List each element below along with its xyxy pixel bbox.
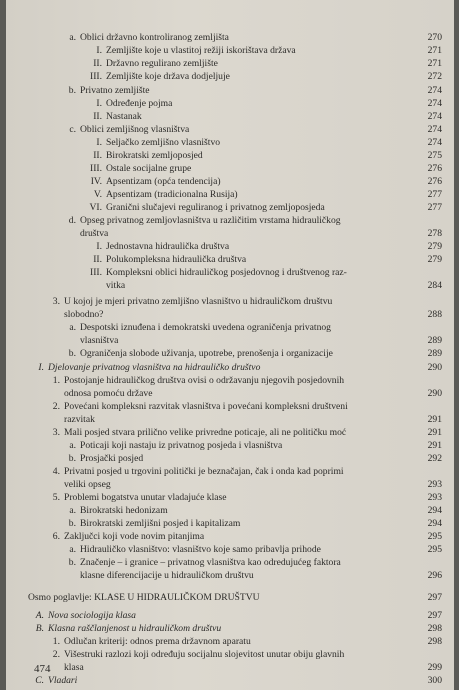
toc-entry-label: a. xyxy=(69,32,76,43)
toc-entry-title: razvitak xyxy=(64,414,95,425)
toc-entry-title: Zaključci koji vode novim pitanjima xyxy=(64,531,205,542)
toc-entry xyxy=(6,387,454,400)
toc-entry-title: Granični slučajevi reguliranog i privatnog zemljoposjeda xyxy=(106,202,325,213)
toc-entry-page: 274 xyxy=(427,111,442,122)
toc-entry-title: Seljačko zemljišno vlasništvo xyxy=(106,137,221,148)
toc-entry-title: Ograničenja slobode uživanja, upotrebe, prenošenja i organizacije xyxy=(80,348,333,359)
toc-entry-page: 299 xyxy=(427,662,442,673)
toc-entry-label: V. xyxy=(93,189,102,200)
toc-entry-label: II. xyxy=(93,150,102,161)
toc-entry-label: VI. xyxy=(89,202,102,213)
toc-entry-title: Hidrauličko vlasništvo: vlasništvo koje samo pribavlja prihode xyxy=(80,544,321,555)
toc-entry xyxy=(6,123,454,136)
toc-entry-title: Postojanje hidrauličkog društva ovisi o održavanju njegovih posjedovnih xyxy=(64,375,345,386)
toc-entry-label: I. xyxy=(96,137,102,148)
toc-entry-label: 4. xyxy=(52,466,60,477)
toc-entry xyxy=(6,334,454,347)
toc-entry xyxy=(6,517,454,530)
toc-entry-page: 289 xyxy=(427,335,442,346)
toc-entry-title: Opseg privatnog zemljovlasništva u različitim vrstama hidrauličkog xyxy=(80,215,341,226)
toc-entry-title: Višestruki razlozi koji određuju socijalnu slojevitost unutar obiju glavnih xyxy=(64,649,345,660)
toc-entry-label: 2. xyxy=(52,649,60,660)
toc-entry-page: 293 xyxy=(427,492,442,503)
toc-entry-title: Oblici državno kontroliranog zemljišta xyxy=(80,32,229,43)
toc-entry-page: 294 xyxy=(427,505,442,516)
toc-entry-page: 298 xyxy=(427,623,442,634)
toc-entry-title: Zemljište koje država dodjeljuje xyxy=(106,71,230,82)
toc-entry xyxy=(6,201,454,214)
toc-entry-label: 3. xyxy=(52,296,60,307)
toc-entry xyxy=(6,175,454,188)
toc-entry xyxy=(6,556,454,569)
toc-entry xyxy=(6,413,454,426)
toc-entry-page: 288 xyxy=(427,309,442,320)
toc-entry xyxy=(6,361,454,374)
toc-entry-label: I. xyxy=(38,362,44,373)
toc-entry xyxy=(6,478,454,491)
toc-entry-label: I. xyxy=(96,45,102,56)
toc-entry-title: Poticaji koji nastaju iz privatnog posjeda i vlasništva xyxy=(80,440,283,451)
toc-entry xyxy=(6,400,454,413)
toc-entry-label: II. xyxy=(93,58,102,69)
toc-entry-label: b. xyxy=(68,557,76,568)
toc-entry-title: odnosa pomoću države xyxy=(64,388,153,399)
toc-entry-page: 274 xyxy=(427,137,442,148)
toc-entry-label: a. xyxy=(69,544,76,555)
toc-entry-page: 297 xyxy=(427,610,442,621)
toc-entry-page: 275 xyxy=(427,150,442,161)
toc-entry xyxy=(6,465,454,478)
toc-entry-title: Nastanak xyxy=(106,111,142,122)
toc-entry-title: vitka xyxy=(106,280,126,291)
toc-entry-title: U kojoj je mjeri privatno zemljišno vlasništvo u hidrauličkom društvu xyxy=(64,296,333,307)
toc-entry xyxy=(6,491,454,504)
toc-entry-label: B. xyxy=(35,623,44,634)
toc-entry-title: Odlučan kriterij: odnos prema državnom aparatu xyxy=(64,636,251,647)
page-number: 474 xyxy=(34,663,51,675)
toc-entry xyxy=(6,149,454,162)
toc-entry-page: 292 xyxy=(427,453,442,464)
toc-entry-label: 1. xyxy=(52,636,60,647)
toc-entry xyxy=(6,44,454,57)
toc-entry-label: A. xyxy=(35,610,44,621)
toc-entry xyxy=(6,240,454,253)
toc-entry-page: 271 xyxy=(427,45,442,56)
toc-entry-title: Ostale socijalne grupe xyxy=(106,163,192,174)
toc-entry-title: Polukompleksna hidraulička društva xyxy=(106,254,247,265)
toc-entry-title: Nova sociologija klasa xyxy=(48,610,136,621)
toc-entry-title: Apsentizam (tradicionalna Rusija) xyxy=(106,189,238,200)
toc-entry-page: 289 xyxy=(427,348,442,359)
toc-entry-title: klasa xyxy=(64,662,84,673)
toc-entry-title: Kompleksni oblici hidrauličkog posjedovnog i društvenog raz- xyxy=(106,267,347,278)
toc-entry-label: II. xyxy=(93,111,102,122)
toc-entry xyxy=(6,97,454,110)
toc-entry xyxy=(6,439,454,452)
toc-entry xyxy=(6,308,454,321)
toc-entry-label: III. xyxy=(90,163,102,174)
toc-entry-title: Apsentizam (opća tendencija) xyxy=(106,176,221,187)
toc-entry-label: C. xyxy=(35,675,44,686)
toc-entry xyxy=(6,674,454,687)
toc-entry-title: Privatni posjed u trgovini politički je beznačajan, čak i onda kad poprimi xyxy=(64,466,344,477)
toc-entry xyxy=(6,374,454,387)
toc-entry-title: Birokratski zemljoposjed xyxy=(106,150,203,161)
toc-entry xyxy=(6,266,454,279)
toc-entry-page: 296 xyxy=(427,570,442,581)
toc-entry-page: 298 xyxy=(427,636,442,647)
toc-entry-title: Mali posjed stvara prilično velike privredne poticaje, ali ne političku moć xyxy=(64,427,347,438)
toc-entry xyxy=(6,426,454,439)
toc-entry-page: 270 xyxy=(427,32,442,43)
toc-entry xyxy=(6,214,454,227)
toc-entry xyxy=(6,136,454,149)
toc-entry-title: Birokratski hedonizam xyxy=(80,505,168,516)
toc-entry-label: a. xyxy=(69,440,76,451)
toc-entry xyxy=(6,188,454,201)
toc-entry-page: 291 xyxy=(427,414,442,425)
toc-entry xyxy=(6,452,454,465)
toc-entry-title: Povećani kompleksni razvitak vlasništva i povećani kompleksni društveni xyxy=(64,401,348,412)
toc-entry-page: 274 xyxy=(427,98,442,109)
toc-entry-title: Određenje pojma xyxy=(106,98,173,109)
toc-entry-label: 2. xyxy=(52,401,60,412)
toc-entry-title: Privatno zemljište xyxy=(80,85,150,96)
toc-entry-page: 293 xyxy=(427,479,442,490)
toc-entry-title: slobodno? xyxy=(64,309,104,320)
toc-entry-title: veliki opseg xyxy=(64,479,111,490)
toc-entry xyxy=(6,295,454,308)
toc-entry-page: 278 xyxy=(427,228,442,239)
toc-entry-title: društva xyxy=(80,228,109,239)
toc-entry-label: d. xyxy=(68,215,76,226)
toc-entry-label: 6. xyxy=(52,531,60,542)
toc-entry-label: a. xyxy=(69,505,76,516)
toc-entry-page: 291 xyxy=(427,440,442,451)
toc-entry xyxy=(6,70,454,83)
toc-entry xyxy=(6,162,454,175)
toc-entry-title: Birokratski zemljišni posjed i kapitalizam xyxy=(80,518,241,529)
toc-entry-title: Značenje – i granice – privatnog vlasništva kao odredujućeg faktora xyxy=(80,557,341,568)
toc-entry-page: 279 xyxy=(427,241,442,252)
toc-entry xyxy=(6,110,454,123)
toc-entry xyxy=(6,622,454,635)
toc-entry xyxy=(6,543,454,556)
toc-entry-page: 300 xyxy=(427,675,442,686)
toc-entry xyxy=(6,635,454,648)
toc-entry-page: 274 xyxy=(427,85,442,96)
toc-entry-label: II. xyxy=(93,254,102,265)
toc-entry-label: I. xyxy=(96,241,102,252)
toc-entry xyxy=(6,530,454,543)
toc-entry-title: klasne diferencijacije u hidrauličkom društvu xyxy=(80,570,254,581)
toc-entry-page: 295 xyxy=(427,544,442,555)
toc-entry-page: 284 xyxy=(427,280,442,291)
toc-entry-page: 279 xyxy=(427,254,442,265)
toc-entry-label: III. xyxy=(90,71,102,82)
toc-entry xyxy=(6,31,454,44)
toc-entry-page: 271 xyxy=(427,58,442,69)
toc-entry-label: b. xyxy=(68,518,76,529)
toc-entry-page: 274 xyxy=(427,124,442,135)
toc-entry-page: 290 xyxy=(427,362,442,373)
toc-entry-title: Državno regulirano zemljište xyxy=(106,58,218,69)
toc-entry-title: Despotski iznuđena i demokratski uvedena ograničenja privatnog xyxy=(80,322,331,333)
toc-entry-page: 277 xyxy=(427,202,442,213)
toc-entry-label: I. xyxy=(96,98,102,109)
toc-entry xyxy=(6,569,454,582)
toc-entry xyxy=(6,57,454,70)
toc-entry-title: Djelovanje privatnog vlasništva na hidrauličko društvo xyxy=(48,362,261,373)
toc-entry xyxy=(6,321,454,334)
toc-entry-title: Vladari xyxy=(48,675,78,686)
toc-entry-page: 291 xyxy=(427,427,442,438)
toc-entry-label: a. xyxy=(69,322,76,333)
toc-entry xyxy=(6,504,454,517)
toc-entry-label: IV. xyxy=(90,176,102,187)
toc-entry-page: 294 xyxy=(427,518,442,529)
toc-entry-label: III. xyxy=(90,267,102,278)
toc-entry xyxy=(6,227,454,240)
toc-entry xyxy=(6,347,454,360)
toc-entry-title: Jednostavna hidraulička društva xyxy=(106,241,230,252)
toc-entry-label: 1. xyxy=(52,375,60,386)
toc-entry xyxy=(6,648,454,661)
toc-entry-title: Klasna raščlanjenost u hidrauličkom društvu xyxy=(48,623,222,634)
toc-entry xyxy=(6,279,454,292)
toc-entry-page: 297 xyxy=(427,592,442,603)
toc-entry-page: 272 xyxy=(427,71,442,82)
toc-entry xyxy=(6,591,454,604)
toc-entry-page: 276 xyxy=(427,176,442,187)
toc-entry-title: Oblici zemljišnog vlasništva xyxy=(80,124,190,135)
toc-entry-page: 276 xyxy=(427,163,442,174)
toc-entry-label: 5. xyxy=(52,492,60,503)
toc-entry-title: vlasništva xyxy=(80,335,119,346)
toc-entry-title: Prosjački posjed xyxy=(80,453,144,464)
toc-entry-label: c. xyxy=(69,124,76,135)
toc-entry xyxy=(6,609,454,622)
toc-entry xyxy=(6,84,454,97)
toc-entry-title: Osmo poglavlje: KLASE U HIDRAULIČKOM DRUŠTVU xyxy=(28,592,260,603)
toc-entry-page: 295 xyxy=(427,531,442,542)
toc-entry-label: 3. xyxy=(52,427,60,438)
toc-entry xyxy=(6,253,454,266)
toc-entry xyxy=(6,661,454,674)
toc-entry-page: 277 xyxy=(427,189,442,200)
book-page xyxy=(6,0,454,690)
toc-entry-label: b. xyxy=(68,453,76,464)
toc-entry-page: 290 xyxy=(427,388,442,399)
toc-entry-title: Problemi bogatstva unutar vladajuće klase xyxy=(64,492,227,503)
toc-entry-label: b. xyxy=(68,85,76,96)
toc-entry-label: b. xyxy=(68,348,76,359)
toc-entry-title: Zemljište koje u vlastitoj režiji iskorištava država xyxy=(106,45,296,56)
